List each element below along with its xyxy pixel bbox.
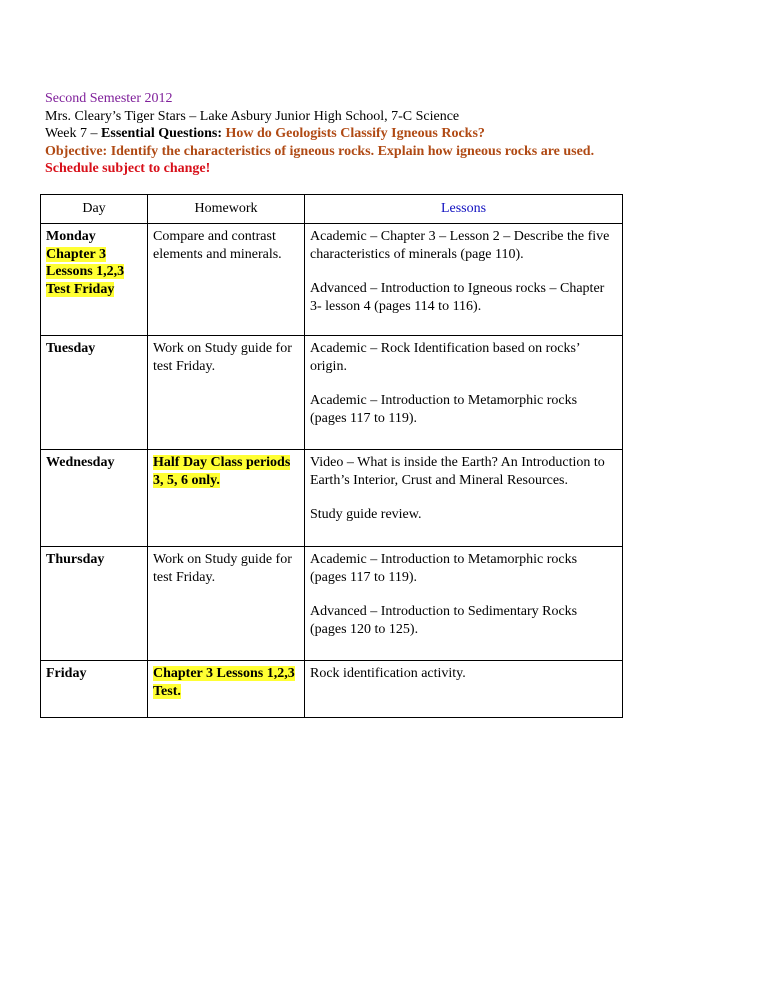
header-lessons: Lessons	[305, 195, 623, 224]
semester-title: Second Semester 2012	[45, 91, 173, 106]
lesson-item: Academic – Rock Identification based on rocks’ origin.	[310, 341, 580, 374]
homework-highlight: Chapter 3 Lessons 1,2,3 Test.	[153, 666, 295, 699]
lesson-item: Advanced – Introduction to Sedimentary Rocks (pages 120 to 125).	[310, 604, 578, 637]
table-row	[41, 547, 623, 661]
homework-cell	[148, 450, 305, 547]
lesson-item: Academic – Chapter 3 – Lesson 2 – Describe the five characteristics of minerals (page 110).	[310, 229, 610, 262]
lessons-cell	[305, 224, 623, 336]
day-label: Wednesday	[41, 450, 148, 547]
objective-line: Objective: Identify the characteristics of igneous rocks. Explain how igneous rocks are used.	[45, 143, 595, 159]
day-label: Thursday	[41, 547, 148, 661]
lessons-cell	[305, 336, 623, 450]
lesson-item: Rock identification activity.	[310, 666, 466, 681]
table-row	[41, 224, 623, 336]
lessons-cell	[305, 547, 623, 661]
essential-questions-label: Essential Questions:	[101, 126, 222, 142]
header-homework: Homework	[148, 195, 305, 224]
table-header-row	[41, 195, 623, 224]
homework-cell: Compare and contrast elements and minerals.	[148, 224, 305, 336]
day-label: Monday	[46, 229, 96, 244]
table-row	[41, 450, 623, 547]
lesson-item: Advanced – Introduction to Igneous rocks – Chapter 3- lesson 4 (pages 114 to 116).	[310, 281, 605, 314]
lesson-item: Academic – Introduction to Metamorphic rocks (pages 117 to 119).	[310, 552, 578, 585]
lesson-item: Academic – Introduction to Metamorphic rocks (pages 117 to 119).	[310, 393, 578, 426]
table-row	[41, 661, 623, 718]
header-day: Day	[41, 195, 148, 224]
class-line: Mrs. Cleary’s Tiger Stars – Lake Asbury Junior High School, 7-C Science	[45, 108, 460, 124]
week-prefix: Week 7 –	[45, 126, 102, 142]
weekly-schedule-table	[40, 194, 623, 718]
day-cell	[41, 224, 148, 336]
essential-question-text: How do Geologists Classify Igneous Rocks?	[225, 126, 485, 142]
day-label: Tuesday	[41, 336, 148, 450]
homework-highlight: Half Day Class periods 3, 5, 6 only.	[153, 455, 291, 488]
document-header	[45, 90, 594, 178]
lesson-item: Study guide review.	[310, 507, 422, 522]
day-label: Friday	[41, 661, 148, 718]
table-row	[41, 336, 623, 450]
day-note: Chapter 3 Lessons 1,2,3 Test Friday	[46, 246, 125, 297]
homework-cell: Work on Study guide for test Friday.	[148, 336, 305, 450]
lessons-cell	[305, 450, 623, 547]
lesson-item: Video – What is inside the Earth? An Introduction to Earth’s Interior, Crust and Mineral Resources.	[310, 455, 605, 488]
homework-cell: Work on Study guide for test Friday.	[148, 547, 305, 661]
homework-cell	[148, 661, 305, 718]
schedule-note: Schedule subject to change!	[45, 161, 211, 177]
week-line	[45, 125, 594, 143]
lessons-cell	[305, 661, 623, 718]
